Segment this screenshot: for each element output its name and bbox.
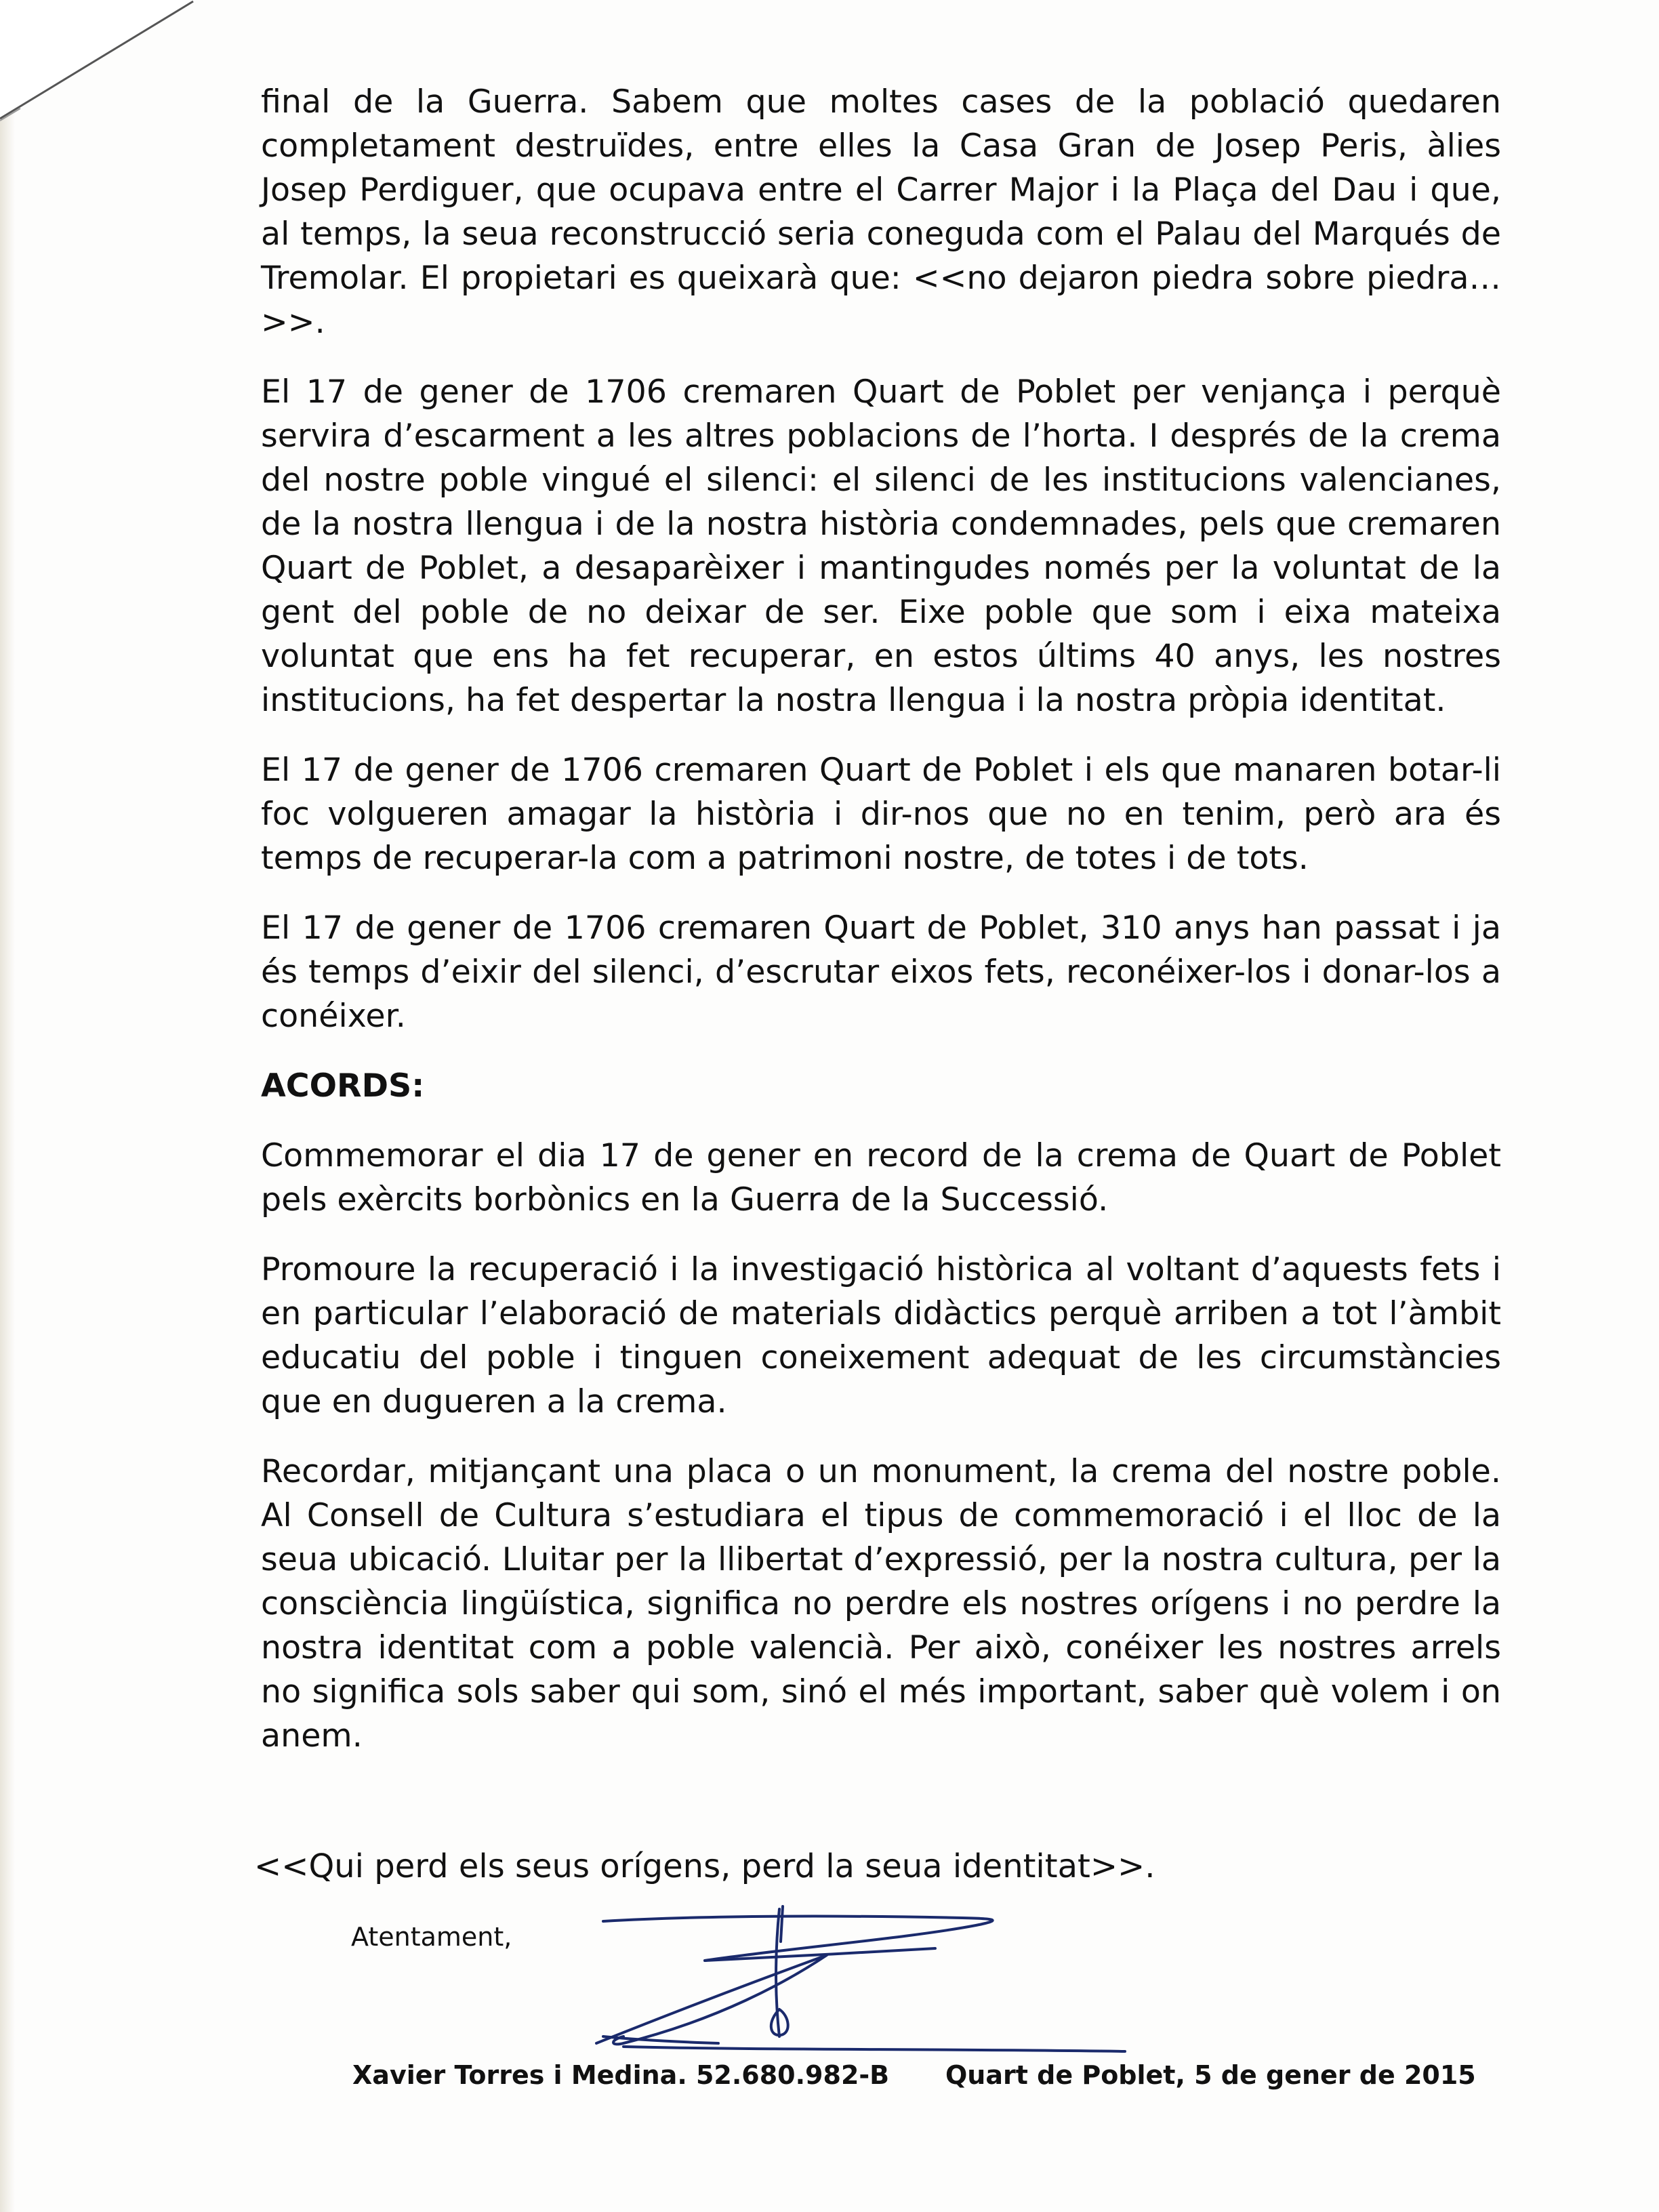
paragraph-3: El 17 de gener de 1706 cremaren Quart de Poblet i els que manaren botar-li foc volgueren amagar la història i dir-nos que no en tenim, però ara és temps de recuperar-la com a patrimoni nostre, de totes i de tots. (261, 752, 1501, 877)
acord-2: Promoure la recuperació i la investigació històrica al voltant d’aquests fets i en particular l’elaboració de materials didàctics perquè arriben a tot l’àmbit educatiu del poble i tinguen coneixement adequat de les circumstàncies que en dugueren a la crema. (261, 1251, 1501, 1420)
closing-quote: <<Qui perd els seus orígens, perd la seua identitat>>. (254, 1847, 1155, 1885)
closing-salutation: Atentament, (351, 1922, 512, 1952)
paper-edge-shadow (0, 108, 15, 2212)
signer-name-id: Xavier Torres i Medina. 52.680.982-B (352, 2060, 890, 2090)
paragraph-4: El 17 de gener de 1706 cremaren Quart de Poblet, 310 anys han passat i ja és temps d’eixir del silenci, d’escrutar eixos fets, reconéixer-los i donar-los a conéixer. (261, 909, 1501, 1035)
acords-heading: ACORDS: (261, 1067, 425, 1105)
paragraph-1: final de la Guerra. Sabem que moltes cases de la població quedaren completament destruïdes, entre elles la Casa Gran de Josep Peris, àlies Josep Perdiguer, que ocupava entre el Carrer Major i la Plaça del Dau i que, al temps, la seua reconstrucció seria coneguda com el Palau del Marqués de Tremolar. El propietari es queixarà que: <<no dejaron piedra sobre piedra…>>. (261, 83, 1501, 341)
folded-corner (0, 0, 197, 136)
acord-1: Commemorar el dia 17 de gener en record de la crema de Quart de Poblet pels exèrcits borbònics en la Guerra de la Successió. (261, 1137, 1501, 1218)
place-and-date: Quart de Poblet, 5 de gener de 2015 (945, 2060, 1476, 2090)
letter-body (261, 80, 1501, 1784)
paragraph-2: El 17 de gener de 1706 cremaren Quart de Poblet per venjança i perquè servira d’escarment a les altres poblacions de l’horta. I després de la crema del nostre poble vingué el silenci: el silenci de les institucions valencianes, de la nostra llengua i de la nostra història condemnades, pels que cremaren Quart de Poblet, a desaparèixer i mantingudes només per la voluntat de la gent del poble de no deixar de ser. Eixe poble que som i eixa mateixa voluntat que ens ha fet recuperar, en estos últims 40 anys, les nostres institucions, ha fet despertar la nostra llengua i la nostra pròpia identitat. (261, 373, 1501, 719)
handwritten-signature (583, 1901, 1139, 2057)
acord-3: Recordar, mitjançant una placa o un monument, la crema del nostre poble. Al Consell de Cultura s’estudiara el tipus de commemoració i el lloc de la seua ubicació. Lluitar per la llibertat d’expressió, per la nostra cultura, per la consciència lingüística, significa no perdre els nostres orígens i no perdre la nostra identitat com a poble valencià. Per això, conéixer les nostres arrels no significa sols saber qui som, sinó el més important, saber què volem i on anem. (261, 1453, 1501, 1755)
